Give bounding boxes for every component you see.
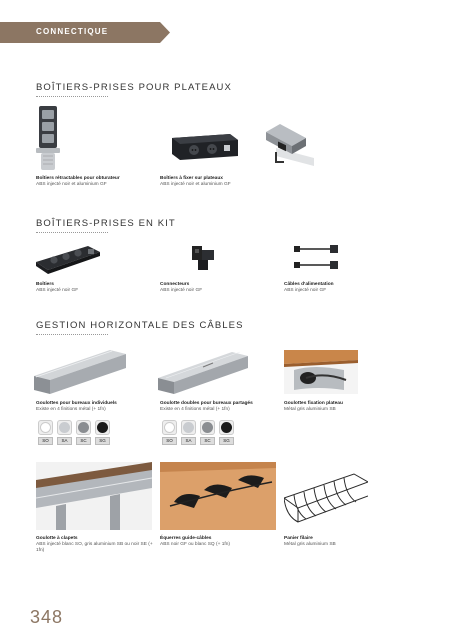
product-name: Câbles d’alimentation: [284, 282, 334, 287]
finish-swatch-sc[interactable]: SC: [200, 420, 215, 445]
section-title-kit: BOÎTIERS-PRISES EN KIT: [36, 218, 176, 229]
finish-swatch-so[interactable]: SO: [162, 420, 177, 445]
product-caption: [160, 282, 270, 294]
cable-tray-icon: [34, 346, 126, 394]
power-cable-icon: [294, 244, 340, 272]
product-caption: [36, 282, 146, 294]
section-rule: [36, 334, 108, 335]
product-name: Équerres guide-câbles: [160, 536, 212, 541]
finish-swatch-sa[interactable]: SA: [57, 420, 72, 445]
section-rule: [36, 96, 108, 97]
product-name: Boîtiers à fixer sur plateaux: [160, 176, 223, 181]
section-title-plateaux: BOÎTIERS-PRISES POUR PLATEAUX: [36, 82, 232, 93]
finish-swatch-sg[interactable]: SG: [219, 420, 234, 445]
product-name: Boîtiers rétractables pour obturateur: [36, 176, 120, 181]
finish-swatch-sc[interactable]: SC: [76, 420, 91, 445]
product-caption: [284, 401, 404, 413]
product-desc: Métal gris aluminium SB: [284, 542, 336, 547]
product-name: Boîtiers: [36, 282, 54, 287]
cable-bracket-icon: [160, 462, 276, 530]
product-caption: [160, 536, 280, 548]
connector-icon: [188, 242, 218, 272]
section-title-gestion: GESTION HORIZONTALE DES CÂBLES: [36, 320, 244, 331]
product-desc: Métal gris aluminium SB: [284, 407, 336, 412]
power-strip-icon: [36, 244, 100, 274]
product-desc: Existe en 4 finitions métal (+ 1fn): [36, 407, 106, 412]
category-banner: [0, 22, 170, 43]
flap-tray-icon: [36, 462, 152, 530]
product-desc: ABS injecté noir et aluminium GF: [36, 182, 107, 187]
product-desc: ABS injecté noir GF: [160, 288, 203, 293]
product-name: Goulottes pour bureaux individuels: [36, 401, 117, 406]
product-caption: [284, 282, 404, 294]
product-desc: ABS injecté noir GF: [36, 288, 79, 293]
product-caption: [36, 176, 146, 188]
product-caption: [160, 176, 270, 188]
product-name: Goulotte à clapets: [36, 536, 78, 541]
product-desc: Existe en 4 finitions métal (+ 1fn): [160, 407, 230, 412]
finish-swatches: [38, 420, 110, 445]
section-rule: [36, 232, 108, 233]
product-desc: ABS noir GF ou blanc SQ (+ 1fn): [160, 542, 230, 547]
product-name: Goulottes fixation plateau: [284, 401, 343, 406]
double-cable-tray-icon: [158, 348, 248, 394]
product-caption: [284, 536, 404, 548]
page-number: 348: [30, 607, 64, 627]
product-desc: ABS injecté noir et aluminium GF: [160, 182, 231, 187]
product-name: Connecteurs: [160, 282, 190, 287]
wire-basket-icon: [284, 468, 368, 524]
finish-swatch-sa[interactable]: SA: [181, 420, 196, 445]
tray-fixing-icon: [284, 350, 358, 394]
product-caption: [160, 401, 276, 413]
retractable-socket-icon: [36, 106, 60, 172]
finish-swatch-sg[interactable]: SG: [95, 420, 110, 445]
product-caption: [36, 536, 156, 554]
clamp-socket-icon: [262, 122, 314, 166]
finish-swatches: [162, 420, 234, 445]
finish-swatch-so[interactable]: SO: [38, 420, 53, 445]
desk-socket-box-icon: [172, 134, 238, 160]
product-desc: ABS injecté blanc SO, gris aluminium SB ou noir SE (+ 1fn): [36, 542, 153, 553]
product-name: Goulotte doubles pour bureaux partagés: [160, 401, 253, 406]
category-label: CONNECTIQUE: [36, 27, 109, 36]
product-caption: [36, 401, 152, 413]
product-desc: ABS injecté noir GF: [284, 288, 327, 293]
product-name: Panier filaire: [284, 536, 313, 541]
